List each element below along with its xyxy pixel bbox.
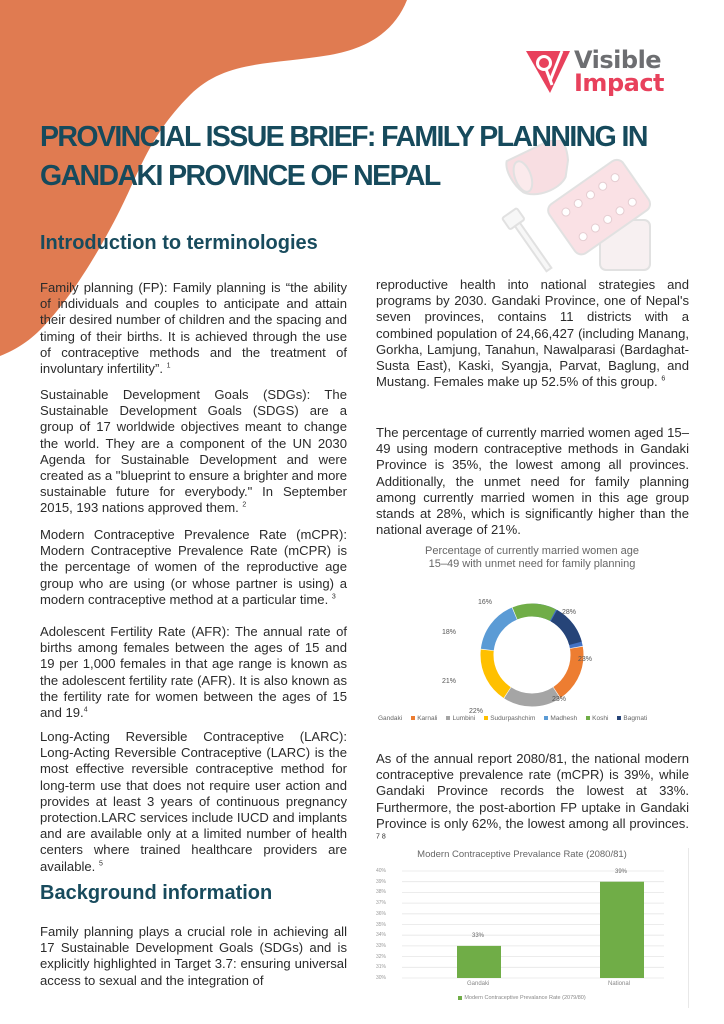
footnote-ref: 7 8 <box>376 833 386 841</box>
paragraph-unmet-need: The percentage of currently married women aged 15–49 using modern contraceptive methods in Gandaki Province is 35%, the lowest among all provinces. Additionally, the unmet need for family planning among currently married women in this age group stands at 28%, which is significantly higher than the national average of 21%. <box>376 425 689 538</box>
paragraph-mcpr-report <box>376 751 689 848</box>
y-tick: 39% <box>376 878 387 885</box>
paragraph-text: reproductive health into national strategies and programs by 2030. Gandaki Province, one of Nepal's seven provinces, contains 11 districts with a combined population of 24,66,427 (including Manang, Gorkha, Lamjung, Tanahun, Nawalparasi (Bardaghat-Susta East), Kaski, Syangja, Parvat, Baglung, and Mustang. Females make up 52.5% of this group. <box>376 277 689 390</box>
chart-legend <box>378 715 647 722</box>
legend-swatch-icon <box>586 716 590 720</box>
data-label-madhesh: 21% <box>442 678 457 685</box>
section-heading-background: Background information <box>40 882 273 904</box>
legend-label: Bagmati <box>623 715 648 722</box>
bar-national <box>600 882 644 978</box>
logo-text-visible: Visible <box>574 46 662 75</box>
y-tick: 35% <box>376 921 387 928</box>
legend-item <box>411 715 437 722</box>
footnote-ref: 4 <box>83 706 88 714</box>
paragraph-text: Family planning (FP): Family planning is “the ability of individuals and couples to anticipate and attain their desired number of children and the spacing and timing of their births. It is achieved through the use of contraceptive methods and the treatment of involuntary infertility”. <box>40 280 347 377</box>
legend-item <box>617 715 647 722</box>
paragraph-afr <box>40 624 347 721</box>
footnote-ref: 3 <box>331 593 336 601</box>
y-tick: 30% <box>376 975 387 982</box>
paragraph-text: Sustainable Development Goals (SDGs): The Sustainable Development Goals (SDGS) are a group of 17 worldwide objectives meant to change the world. They are a component of the UN 2030 Agenda for Sustainable Development and were created as a "blueprint to ensure a brighter and more sustainable future for everybody." In September 2015, 193 nations approved them. <box>40 387 347 516</box>
footnote-ref: 2 <box>242 502 247 510</box>
footnote-ref: 6 <box>661 375 666 383</box>
legend-swatch-icon <box>544 716 548 720</box>
y-tick: 36% <box>376 910 387 917</box>
bar-chart-mcpr <box>372 849 672 1011</box>
y-tick: 33% <box>376 942 387 949</box>
data-label-gandaki: 33% <box>472 933 485 939</box>
y-tick: 32% <box>376 953 387 960</box>
x-tick-gandaki: Gandaki <box>467 981 490 987</box>
legend-item <box>446 715 475 722</box>
legend-label: Koshi <box>592 715 609 722</box>
paragraph-mcpr <box>40 527 347 608</box>
legend-label: Lumbini <box>452 715 476 722</box>
footnote-ref: 5 <box>98 860 103 868</box>
y-tick: 38% <box>376 889 387 896</box>
legend-swatch-icon <box>617 716 621 720</box>
x-tick-national: National <box>608 981 631 987</box>
visible-impact-logo-icon <box>526 49 570 95</box>
paragraph-text: As of the annual report 2080/81, the national modern contraceptive prevalence rate (mCPR) is 39%, while Gandaki Province records the lowest at 33%. Furthermore, the post-abortion FP uptake in Gandaki Province is only 62%, the lowest among all provinces. <box>376 751 689 831</box>
y-tick: 40% <box>376 868 387 874</box>
paragraph-sdgs <box>40 387 347 517</box>
data-label-bagmati: 16% <box>478 599 493 606</box>
legend-swatch-icon <box>446 716 450 720</box>
y-tick: 37% <box>376 900 387 907</box>
legend-item <box>544 715 577 722</box>
visible-impact-logo <box>526 44 686 100</box>
y-tick: 34% <box>376 932 387 939</box>
chart-frame-border <box>688 848 689 1008</box>
legend-swatch-icon <box>484 716 488 720</box>
paragraph-larc <box>40 729 347 875</box>
paragraph-background: Family planning plays a crucial role in achieving all 17 Sustainable Development Goals (SDGs) and is explicitly highlighted in Target 3.7: ensuring universal access to sexual and the integration of <box>40 924 347 988</box>
legend-swatch-icon <box>458 996 462 1000</box>
paragraph-text: Long-Acting Reversible Contraceptive (LARC): Long-Acting Reversible Contraceptive (LARC) is the most effective reversible contraceptive method for long-term use that does not require user action and provides at least 3 years of continuous pregnancy protection.LARC services include IUCD and implants and are available only at a limited number of health centers where trained healthcare providers are available. <box>40 729 347 874</box>
data-label-gandaki: 28% <box>562 609 577 616</box>
data-label-koshi: 18% <box>442 629 457 636</box>
chart-legend <box>372 995 672 1001</box>
section-heading-introduction: Introduction to terminologies <box>40 232 318 254</box>
chart-title: Modern Contraceptive Prevalance Rate (2080/81) <box>417 849 627 860</box>
legend-label: Gandaki <box>378 715 403 722</box>
paragraph-text: Adolescent Fertility Rate (AFR): The annual rate of births among females between the ages of 15 and 19 per 1,000 females in that age range is known as the adolescent fertility rate (AFR). It is also known as the fertility rate for women between the ages of 15 and 19. <box>40 624 347 721</box>
legend-label: Karnali <box>417 715 438 722</box>
chart-title: Percentage of currently married women age 15–49 with unmet need for family planning <box>425 545 639 570</box>
legend-item <box>484 715 535 722</box>
page-title: PROVINCIAL ISSUE BRIEF: FAMILY PLANNING IN GANDAKI PROVINCE OF NEPAL <box>40 121 647 192</box>
legend-label: Madhesh <box>550 715 578 722</box>
y-tick: 31% <box>376 964 387 971</box>
legend-label: Modern Contraceptive Prevalance Rate (2079/80) <box>464 995 586 1001</box>
paragraph-gandaki-overview <box>376 277 689 390</box>
donut-chart-plot <box>432 593 632 713</box>
logo-text-impact: Impact <box>574 69 665 97</box>
data-label-national: 39% <box>615 869 628 875</box>
data-label-sudurpashchim: 22% <box>469 708 484 715</box>
legend-label: Sudurpashchim <box>490 715 536 722</box>
y-axis-ticks <box>376 866 386 984</box>
legend-item <box>586 715 608 722</box>
footnote-ref: 1 <box>166 362 171 370</box>
bar-gandaki <box>457 946 501 978</box>
paragraph-text: Modern Contraceptive Prevalence Rate (mCPR): Modern Contraceptive Prevalence Rate (mCPR) is the percentage of women of the reproductive age group who are using (or whose partner is using) a modern contraceptive method at a particular time. <box>40 527 347 607</box>
donut-chart-unmet-need <box>372 543 692 733</box>
data-label-karnali: 23% <box>578 656 593 663</box>
data-label-lumbini: 23% <box>552 696 567 703</box>
legend-item <box>378 715 402 722</box>
legend-swatch-icon <box>411 716 415 720</box>
paragraph-family-planning <box>40 280 347 377</box>
bar-chart-plot <box>372 861 672 1011</box>
